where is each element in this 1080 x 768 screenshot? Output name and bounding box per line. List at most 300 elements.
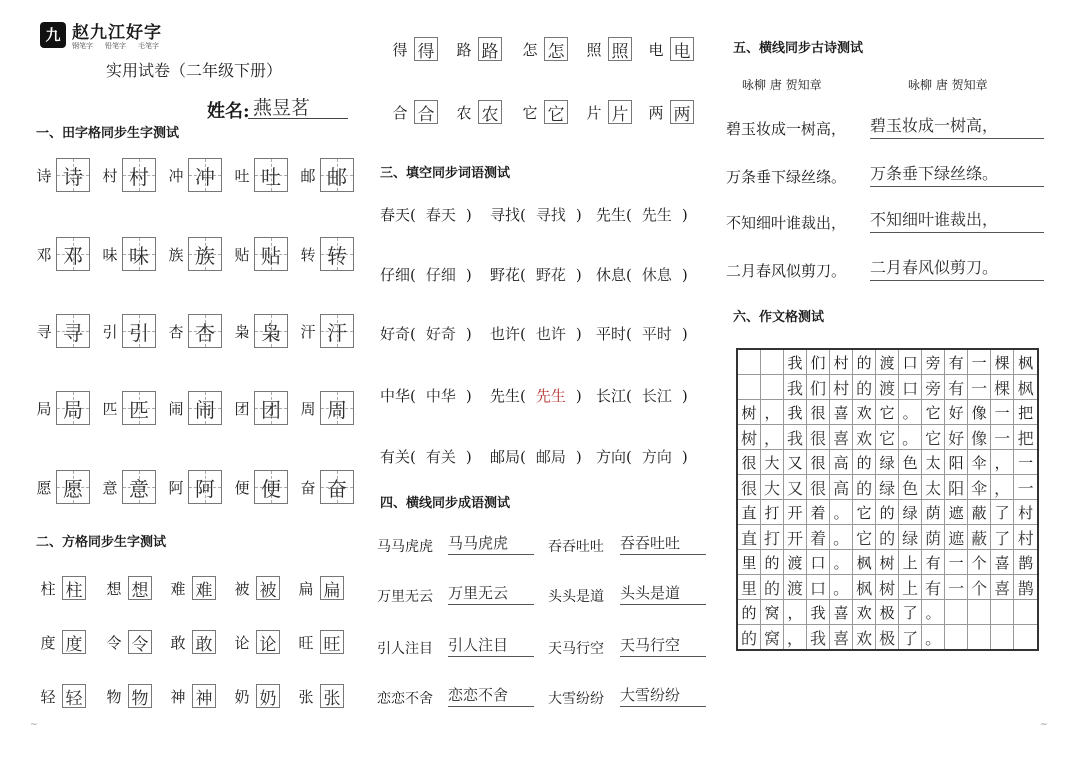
vocab-answer[interactable]: 也许 xyxy=(535,325,566,343)
composition-cell[interactable]: 的 xyxy=(876,525,899,549)
square-answer-box[interactable]: 得 xyxy=(414,37,438,61)
composition-cell[interactable]: 极 xyxy=(876,625,899,649)
composition-cell[interactable]: 一 xyxy=(1017,478,1034,498)
composition-cell: 开 xyxy=(784,500,807,524)
composition-cell[interactable]: 高 xyxy=(830,475,853,499)
idiom-answer-line[interactable]: 吞吞吐吐 xyxy=(620,532,706,555)
square-item xyxy=(104,630,152,654)
tian-answer-box[interactable] xyxy=(122,391,156,425)
square-answer-box[interactable]: 农 xyxy=(478,100,502,124)
composition-cell: 我 xyxy=(784,400,807,424)
composition-cell: 树 xyxy=(876,550,899,574)
composition-cell: 个 xyxy=(968,550,991,574)
composition-cell[interactable]: 的 xyxy=(853,475,876,499)
tian-answer-box[interactable] xyxy=(188,158,222,192)
composition-cell[interactable]: 一 xyxy=(968,375,991,399)
footer-mark: ~ xyxy=(1040,720,1048,730)
poem-answer-line[interactable]: 万条垂下绿丝绦。 xyxy=(870,162,1044,187)
poem-answer-line[interactable]: 不知细叶谁裁出， xyxy=(870,208,1044,233)
square-answer-box[interactable]: 合 xyxy=(414,100,438,124)
tian-answer-box[interactable] xyxy=(188,237,222,271)
vocab-item: 休息( 休息 ) xyxy=(596,266,688,284)
tian-answer-box[interactable] xyxy=(320,470,354,504)
composition-cell: 把 xyxy=(1018,403,1034,422)
composition-cell[interactable]: 绿 xyxy=(899,525,922,549)
tian-prompt-char: 邮 xyxy=(300,166,316,185)
composition-cell[interactable]: 好 xyxy=(945,425,968,449)
tian-item xyxy=(34,470,90,504)
square-prompt-char: 论 xyxy=(234,633,250,652)
tian-prompt-char: 族 xyxy=(168,245,184,264)
composition-cell xyxy=(991,600,1014,624)
composition-cell[interactable]: 上 xyxy=(899,575,922,599)
composition-row xyxy=(738,575,1037,600)
vocab-item: 平时( 平时 ) xyxy=(596,325,688,343)
vocab-item: 野花( 野花 ) xyxy=(490,266,582,284)
vocab-answer[interactable]: 休息 xyxy=(641,266,672,284)
square-item xyxy=(104,576,152,600)
square-item xyxy=(168,576,216,600)
poem-heading-left: 咏柳 唐 贺知章 xyxy=(742,78,822,92)
composition-cell: 大 xyxy=(761,450,784,474)
composition-cell[interactable]: 有 xyxy=(922,575,945,599)
tian-answer-box[interactable] xyxy=(320,237,354,271)
composition-cell: 喜 xyxy=(991,550,1014,574)
square-prompt-char: 路 xyxy=(456,40,472,59)
composition-cell[interactable]: 的 xyxy=(761,575,784,599)
composition-cell: 好 xyxy=(945,400,968,424)
idiom-answer-line[interactable]: 马马虎虎 xyxy=(448,532,534,555)
poem-line: 不知细叶谁裁出， xyxy=(726,214,847,232)
tian-answer-box[interactable] xyxy=(56,237,90,271)
composition-cell[interactable]: 渡 xyxy=(784,575,807,599)
idiom-answer-line[interactable]: 恋恋不舍 xyxy=(448,684,534,707)
composition-cell[interactable]: 一 xyxy=(991,425,1014,449)
composition-cell: ， xyxy=(784,600,807,624)
section-title-vocab: 三、填空同步词语测试 xyxy=(380,166,511,181)
idiom-prompt: 头头是道 xyxy=(548,589,604,605)
composition-cell[interactable]: 喜 xyxy=(830,625,853,649)
vocab-answer[interactable]: 邮局 xyxy=(535,448,566,466)
composition-cell[interactable]: 很 xyxy=(807,425,830,449)
composition-cell[interactable]: 打 xyxy=(761,525,784,549)
vocab-word: 寻找 xyxy=(490,206,521,224)
composition-cell[interactable]: 有 xyxy=(945,375,968,399)
square-answer-box[interactable]: 两 xyxy=(670,100,694,124)
composition-cell[interactable]: 渡 xyxy=(876,375,899,399)
tian-answer-char: 寻 xyxy=(63,320,83,345)
composition-cell[interactable]: 一 xyxy=(945,575,968,599)
composition-cell: 欢 xyxy=(853,400,876,424)
composition-cell[interactable] xyxy=(761,375,784,399)
composition-cell[interactable]: 绿 xyxy=(876,475,899,499)
composition-cell[interactable]: ， xyxy=(761,425,784,449)
tian-answer-char: 诗 xyxy=(63,164,83,189)
composition-cell xyxy=(1014,600,1037,624)
tian-item xyxy=(34,314,90,348)
composition-cell[interactable]: 们 xyxy=(807,375,830,399)
composition-cell: 渡 xyxy=(876,350,899,374)
composition-cell: 绿 xyxy=(876,450,899,474)
square-item xyxy=(296,684,344,708)
tian-answer-box[interactable] xyxy=(188,314,222,348)
composition-cell: 。 xyxy=(830,500,853,524)
composition-cell[interactable]: 。 xyxy=(830,525,853,549)
tian-item xyxy=(298,391,354,425)
tian-answer-box[interactable] xyxy=(56,158,90,192)
vocab-item: 春天( 春天 ) xyxy=(380,206,472,224)
idiom-answer-line[interactable]: 头头是道 xyxy=(620,582,706,605)
composition-cell[interactable]: 它 xyxy=(853,525,876,549)
square-answer-box[interactable]: 怎 xyxy=(544,37,568,61)
composition-cell[interactable]: 把 xyxy=(1017,428,1034,448)
vocab-answer[interactable]: 寻找 xyxy=(535,206,566,224)
composition-cell[interactable] xyxy=(1014,625,1037,649)
square-answer-box[interactable]: 被 xyxy=(256,576,280,600)
tian-answer-box[interactable] xyxy=(56,391,90,425)
tian-prompt-char: 邓 xyxy=(36,245,52,264)
composition-cell: 了 xyxy=(991,500,1014,524)
composition-cell: 口 xyxy=(899,350,922,374)
composition-cell[interactable]: 遮 xyxy=(945,525,968,549)
composition-grid xyxy=(736,348,1039,651)
composition-cell: 一 xyxy=(968,350,991,374)
tian-prompt-char: 愿 xyxy=(36,478,52,497)
square-item xyxy=(646,100,694,124)
composition-cell[interactable]: 的 xyxy=(853,375,876,399)
tian-answer-char: 村 xyxy=(129,164,149,189)
square-answer-box[interactable]: 片 xyxy=(608,100,632,124)
composition-cell: 的 xyxy=(738,600,761,624)
poem-answer-line[interactable]: 碧玉妆成一树高， xyxy=(870,114,1044,139)
vocab-item: 好奇( 好奇 ) xyxy=(380,325,472,343)
composition-cell: 欢 xyxy=(853,600,876,624)
composition-row xyxy=(738,425,1037,450)
tian-answer-box[interactable] xyxy=(320,158,354,192)
composition-cell: 们 xyxy=(807,350,830,374)
square-answer-box[interactable]: 轻 xyxy=(62,684,86,708)
tian-answer-box[interactable] xyxy=(122,237,156,271)
composition-cell[interactable]: 很 xyxy=(738,475,761,499)
poem-line: 碧玉妆成一树高， xyxy=(726,120,847,138)
composition-cell[interactable]: 开 xyxy=(784,525,807,549)
square-prompt-char: 想 xyxy=(106,579,122,598)
composition-cell[interactable]: 树 xyxy=(738,425,761,449)
composition-cell: 又 xyxy=(784,450,807,474)
composition-cell[interactable]: ， xyxy=(784,625,807,649)
tian-answer-box[interactable] xyxy=(320,391,354,425)
tian-prompt-char: 引 xyxy=(102,322,118,341)
vocab-word: 先生 xyxy=(490,387,521,405)
composition-cell[interactable]: 口 xyxy=(807,575,830,599)
tian-item xyxy=(34,158,90,192)
tian-prompt-char: 贴 xyxy=(234,245,250,264)
tian-answer-char: 邓 xyxy=(63,243,83,268)
composition-cell[interactable]: 的 xyxy=(738,625,761,649)
vocab-word: 中华 xyxy=(380,387,411,405)
square-answer-box[interactable]: 难 xyxy=(192,576,216,600)
section-title-poem: 五、横线同步古诗测试 xyxy=(733,41,864,56)
composition-cell: 很 xyxy=(807,450,830,474)
tian-item xyxy=(166,470,222,504)
composition-cell: 有 xyxy=(922,550,945,574)
tian-prompt-char: 周 xyxy=(300,399,316,418)
vocab-answer[interactable]: 长江 xyxy=(641,387,672,405)
composition-cell: 高 xyxy=(830,450,853,474)
tian-answer-char: 冲 xyxy=(195,164,215,189)
composition-cell[interactable]: 枫 xyxy=(1017,378,1034,398)
composition-cell[interactable]: 色 xyxy=(899,475,922,499)
vocab-answer[interactable]: 有关 xyxy=(425,448,456,466)
composition-cell[interactable]: 喜 xyxy=(830,425,853,449)
square-item xyxy=(232,630,280,654)
tian-prompt-char: 枭 xyxy=(234,322,250,341)
square-item xyxy=(454,100,502,124)
square-answer-box[interactable]: 敢 xyxy=(192,630,216,654)
tian-answer-box[interactable] xyxy=(56,314,90,348)
tian-item xyxy=(34,237,90,271)
poem-answer-line[interactable]: 二月春风似剪刀。 xyxy=(870,256,1044,281)
vocab-answer[interactable]: 方向 xyxy=(641,448,672,466)
tian-answer-char: 奋 xyxy=(327,476,347,501)
composition-cell: 我 xyxy=(784,350,807,374)
tian-item xyxy=(166,158,222,192)
section-title-tian: 一、田字格同步生字测试 xyxy=(36,126,180,141)
vocab-answer[interactable]: 春天 xyxy=(425,206,456,224)
vocab-answer[interactable]: 先生 xyxy=(641,206,672,224)
square-answer-box[interactable]: 柱 xyxy=(62,576,86,600)
composition-cell[interactable]: 村 xyxy=(830,375,853,399)
composition-cell[interactable]: 像 xyxy=(968,425,991,449)
tian-prompt-char: 匹 xyxy=(102,399,118,418)
composition-cell[interactable]: 我 xyxy=(807,625,830,649)
square-answer-box[interactable]: 物 xyxy=(128,684,152,708)
composition-cell[interactable] xyxy=(738,375,761,399)
vocab-word: 野花 xyxy=(490,266,521,284)
composition-cell[interactable]: 荫 xyxy=(922,525,945,549)
tian-answer-box[interactable] xyxy=(56,470,90,504)
square-answer-box[interactable]: 电 xyxy=(670,37,694,61)
vocab-answer[interactable]: 仔细 xyxy=(425,266,456,284)
square-answer-box[interactable]: 令 xyxy=(128,630,152,654)
name-underline xyxy=(248,118,348,119)
square-prompt-char: 片 xyxy=(586,103,602,122)
idiom-prompt: 天马行空 xyxy=(548,641,604,657)
composition-cell[interactable]: 鹊 xyxy=(1017,578,1034,598)
idiom-prompt: 大雪纷纷 xyxy=(548,691,604,707)
square-item xyxy=(104,684,152,708)
tian-answer-box[interactable] xyxy=(254,391,288,425)
composition-cell[interactable]: 了 xyxy=(899,625,922,649)
square-item xyxy=(390,37,438,61)
composition-cell: 。 xyxy=(830,550,853,574)
composition-cell[interactable]: 喜 xyxy=(991,575,1014,599)
composition-cell: 蔽 xyxy=(968,500,991,524)
tian-answer-box[interactable] xyxy=(122,470,156,504)
square-prompt-char: 农 xyxy=(456,103,472,122)
tian-answer-box[interactable] xyxy=(254,237,288,271)
composition-cell: 它 xyxy=(876,400,899,424)
tian-answer-box[interactable] xyxy=(188,470,222,504)
vocab-item: 中华( 中华 ) xyxy=(380,387,472,405)
composition-cell[interactable]: 。 xyxy=(899,425,922,449)
tian-answer-box[interactable] xyxy=(188,391,222,425)
square-answer-box[interactable]: 论 xyxy=(256,630,280,654)
tian-item xyxy=(298,314,354,348)
composition-cell[interactable]: 棵 xyxy=(991,375,1014,399)
tian-answer-char: 便 xyxy=(261,476,281,501)
vocab-answer[interactable]: 中华 xyxy=(425,387,456,405)
composition-cell[interactable]: 枫 xyxy=(853,575,876,599)
vocab-answer[interactable]: 平时 xyxy=(641,325,672,343)
square-answer-box[interactable]: 神 xyxy=(192,684,216,708)
square-answer-box[interactable]: 照 xyxy=(608,37,632,61)
tian-item xyxy=(166,314,222,348)
composition-cell: 绿 xyxy=(899,500,922,524)
tian-prompt-char: 闹 xyxy=(168,399,184,418)
composition-cell: 窝 xyxy=(761,600,784,624)
composition-cell: 一 xyxy=(945,550,968,574)
composition-cell[interactable] xyxy=(945,625,968,649)
tian-item xyxy=(232,391,288,425)
composition-cell[interactable]: 村 xyxy=(1017,528,1034,548)
composition-cell[interactable]: 伞 xyxy=(968,475,991,499)
composition-cell[interactable]: 里 xyxy=(738,575,761,599)
vocab-item: 邮局( 邮局 ) xyxy=(490,448,582,466)
composition-cell: 色 xyxy=(899,450,922,474)
composition-cell[interactable]: 太 xyxy=(922,475,945,499)
composition-cell[interactable]: 我 xyxy=(784,375,807,399)
square-answer-box[interactable]: 度 xyxy=(62,630,86,654)
square-item xyxy=(390,100,438,124)
composition-cell[interactable] xyxy=(991,625,1014,649)
square-answer-box[interactable]: 旺 xyxy=(320,630,344,654)
composition-cell[interactable]: 我 xyxy=(784,425,807,449)
composition-cell: 。 xyxy=(922,600,945,624)
footer-mark: ~ xyxy=(30,720,38,730)
brand-logo-icon: 九 xyxy=(40,22,66,48)
composition-cell: 喜 xyxy=(830,400,853,424)
composition-cell[interactable]: 个 xyxy=(968,575,991,599)
composition-cell[interactable]: 欢 xyxy=(853,425,876,449)
composition-cell xyxy=(945,600,968,624)
tian-item xyxy=(34,391,90,425)
idiom-answer-line[interactable]: 大雪纷纷 xyxy=(620,684,706,707)
idiom-answer-line[interactable]: 万里无云 xyxy=(448,582,534,605)
idiom-prompt: 引人注目 xyxy=(377,641,433,657)
composition-cell[interactable]: 了 xyxy=(991,525,1014,549)
composition-cell[interactable]: 。 xyxy=(922,625,945,649)
tian-prompt-char: 味 xyxy=(102,245,118,264)
composition-cell[interactable]: 着 xyxy=(807,525,830,549)
composition-cell[interactable] xyxy=(968,625,991,649)
composition-cell[interactable]: 欢 xyxy=(853,625,876,649)
vocab-answer[interactable]: 先生 xyxy=(535,387,566,405)
tian-answer-box[interactable] xyxy=(122,158,156,192)
square-answer-box[interactable]: 扁 xyxy=(320,576,344,600)
vocab-item: 先生( 先生 ) xyxy=(596,206,688,224)
tian-prompt-char: 汗 xyxy=(300,322,316,341)
composition-cell[interactable]: 很 xyxy=(807,475,830,499)
vocab-answer[interactable]: 野花 xyxy=(535,266,566,284)
tian-prompt-char: 村 xyxy=(102,166,118,185)
tian-answer-char: 愿 xyxy=(63,476,83,501)
tian-answer-char: 闹 xyxy=(195,397,215,422)
composition-cell[interactable]: 它 xyxy=(922,425,945,449)
tian-answer-char: 杏 xyxy=(195,320,215,345)
tian-answer-box[interactable] xyxy=(320,314,354,348)
square-item xyxy=(38,630,86,654)
composition-row xyxy=(738,350,1037,375)
composition-cell[interactable]: 旁 xyxy=(922,375,945,399)
square-prompt-char: 难 xyxy=(170,579,186,598)
tian-answer-char: 贴 xyxy=(261,243,281,268)
composition-cell[interactable]: ， xyxy=(991,475,1014,499)
composition-cell[interactable]: 窝 xyxy=(761,625,784,649)
tian-answer-char: 局 xyxy=(63,397,83,422)
poem-line: 二月春风似剪刀。 xyxy=(726,262,847,280)
composition-cell[interactable]: 蔽 xyxy=(968,525,991,549)
composition-cell[interactable]: 大 xyxy=(761,475,784,499)
composition-cell: 旁 xyxy=(922,350,945,374)
composition-cell: ， xyxy=(991,450,1014,474)
tian-item xyxy=(166,237,222,271)
composition-cell: 一 xyxy=(991,400,1014,424)
poem-heading-right: 咏柳 唐 贺知章 xyxy=(908,78,988,92)
tian-answer-char: 引 xyxy=(129,320,149,345)
vocab-answer[interactable]: 好奇 xyxy=(425,325,456,343)
composition-cell[interactable]: 。 xyxy=(830,575,853,599)
tian-answer-box[interactable] xyxy=(254,158,288,192)
square-item xyxy=(38,576,86,600)
poem-line: 万条垂下绿丝绦。 xyxy=(726,168,847,186)
idiom-answer-line[interactable]: 引人注目 xyxy=(448,634,534,657)
tian-prompt-char: 便 xyxy=(234,478,250,497)
tian-answer-char: 团 xyxy=(261,397,281,422)
composition-cell[interactable]: 阳 xyxy=(945,475,968,499)
composition-cell: 鹊 xyxy=(1018,553,1034,572)
square-answer-box[interactable]: 张 xyxy=(320,684,344,708)
square-prompt-char: 照 xyxy=(586,40,602,59)
square-item xyxy=(296,576,344,600)
composition-cell: 有 xyxy=(945,350,968,374)
square-answer-box[interactable]: 路 xyxy=(478,37,502,61)
composition-cell: 。 xyxy=(899,400,922,424)
composition-cell[interactable]: 口 xyxy=(899,375,922,399)
square-answer-box[interactable]: 它 xyxy=(544,100,568,124)
composition-cell[interactable]: 又 xyxy=(784,475,807,499)
composition-cell[interactable]: 直 xyxy=(738,525,761,549)
composition-cell: 的 xyxy=(853,350,876,374)
composition-cell[interactable]: 树 xyxy=(876,575,899,599)
name-label: 姓名: xyxy=(207,101,250,122)
vocab-item: 有关( 有关 ) xyxy=(380,448,472,466)
tian-item xyxy=(166,391,222,425)
composition-cell: 树 xyxy=(738,400,761,424)
square-prompt-char: 它 xyxy=(522,103,538,122)
square-answer-box[interactable]: 奶 xyxy=(256,684,280,708)
tian-answer-box[interactable] xyxy=(254,470,288,504)
vocab-word: 方向 xyxy=(596,448,627,466)
idiom-answer-line[interactable]: 天马行空 xyxy=(620,634,706,657)
square-answer-box[interactable]: 想 xyxy=(128,576,152,600)
tian-answer-box[interactable] xyxy=(254,314,288,348)
square-prompt-char: 柱 xyxy=(40,579,56,598)
square-prompt-char: 得 xyxy=(392,40,408,59)
composition-cell[interactable]: 它 xyxy=(876,425,899,449)
composition-cell: 了 xyxy=(899,600,922,624)
tian-answer-box[interactable] xyxy=(122,314,156,348)
